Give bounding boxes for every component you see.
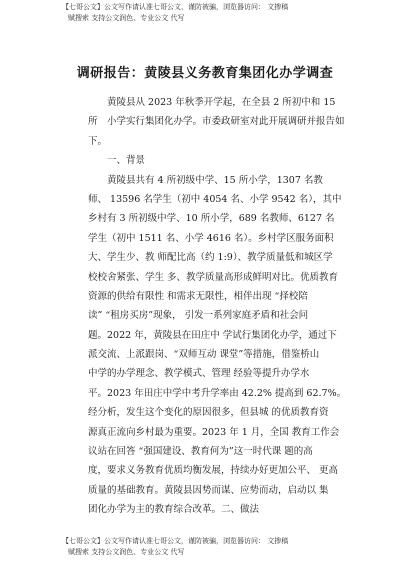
footer-banner — [62, 536, 362, 558]
body-line: 黄陵县从 2023 年秋季开学起，在全县 2 所初中和 15 — [88, 97, 336, 108]
section-heading-background: 一、背景 — [88, 155, 146, 167]
body-line: 议站在回答 “强国建设、教育何为”这一时代课 题的高 — [88, 446, 313, 458]
document-body — [88, 93, 358, 520]
body-line: 质量的基础教育。黄陵县因势而谋、应势而动，启动以 集 — [88, 484, 329, 496]
body-line: 题。2022 年，黄陵县在田庄中 学试行集团化办学，通过下 — [88, 329, 337, 341]
header-banner-line-2: 赋搜索 支持公文润色、专业公文 代写 — [68, 14, 185, 22]
footer-banner-line-2: 赋搜索 支持公文润色、专业公文 代写 — [68, 548, 185, 556]
body-line: 校校舍紧张、学生 多、教学质量高形成鲜明对比。优质教育 — [88, 271, 339, 283]
body-line: 黄陵县共有 4 所初级中学、15 所小学，1307 名教 — [88, 174, 323, 186]
body-line: 团化办学为主的教育综合改革。二、做法 — [88, 504, 260, 516]
body-line: 乡村有 3 所初级中学、10 所小学，689 名教师、6127 名 — [88, 213, 335, 225]
body-line: 经分析，发生这个变化的原因很多，但县城 的优质教育资 — [88, 407, 329, 419]
body-line: 源真正流向乡村最为重要。2023 年 1 月，全国 教育工作会 — [88, 426, 340, 438]
body-line: 学生（初中 1511 名、小学 4616 名）。乡村学区服务面积 — [88, 232, 334, 244]
header-banner — [62, 2, 362, 24]
body-line: 平。2023 年田庄中学中考升学率由 42.2% 提高到 62.7%。 — [88, 387, 347, 399]
header-banner-line-1: 【七哥公文】公文写作请认准七哥公文，谨防被骗，浏览器访问： 文掺稿 — [62, 3, 289, 11]
body-line: 读” “租房买房”现象， 引发一系列家庭矛盾和社会问 — [88, 310, 309, 322]
body-line: 大、学生少、教 师配比高（约 1:9）、教学质量低和城区学 — [88, 252, 333, 264]
body-line: 下。 — [88, 135, 108, 147]
footer-banner-line-1: 【七哥公文】公文写作请认准七哥公文，谨防被骗，浏览器访问： 文掺稿 — [62, 537, 289, 545]
body-line: 派交流、上派跟岗、“双师互动 课堂”等措施，借鉴桥山 — [88, 349, 320, 361]
body-line: 师、 13596 名学生（初中 4054 名、小学 9542 名），其中 — [88, 193, 342, 205]
body-line: 所 小学实行集团化办学。市委政研室对此开展调研并报告如 — [88, 116, 345, 128]
body-line: 资源的供给有限性 和需求无限性，相伴出现 “择校陪 — [88, 290, 308, 302]
document-title: 调研报告：黄陵县义务教育集团化办学调查 — [76, 66, 334, 81]
body-line: 中学的办学理念、教学模式、管理 经验等提升办学水 — [88, 368, 310, 380]
body-line: 度，要求义务教育优质均衡发展，持续办好更加公平、 更高 — [88, 465, 339, 477]
